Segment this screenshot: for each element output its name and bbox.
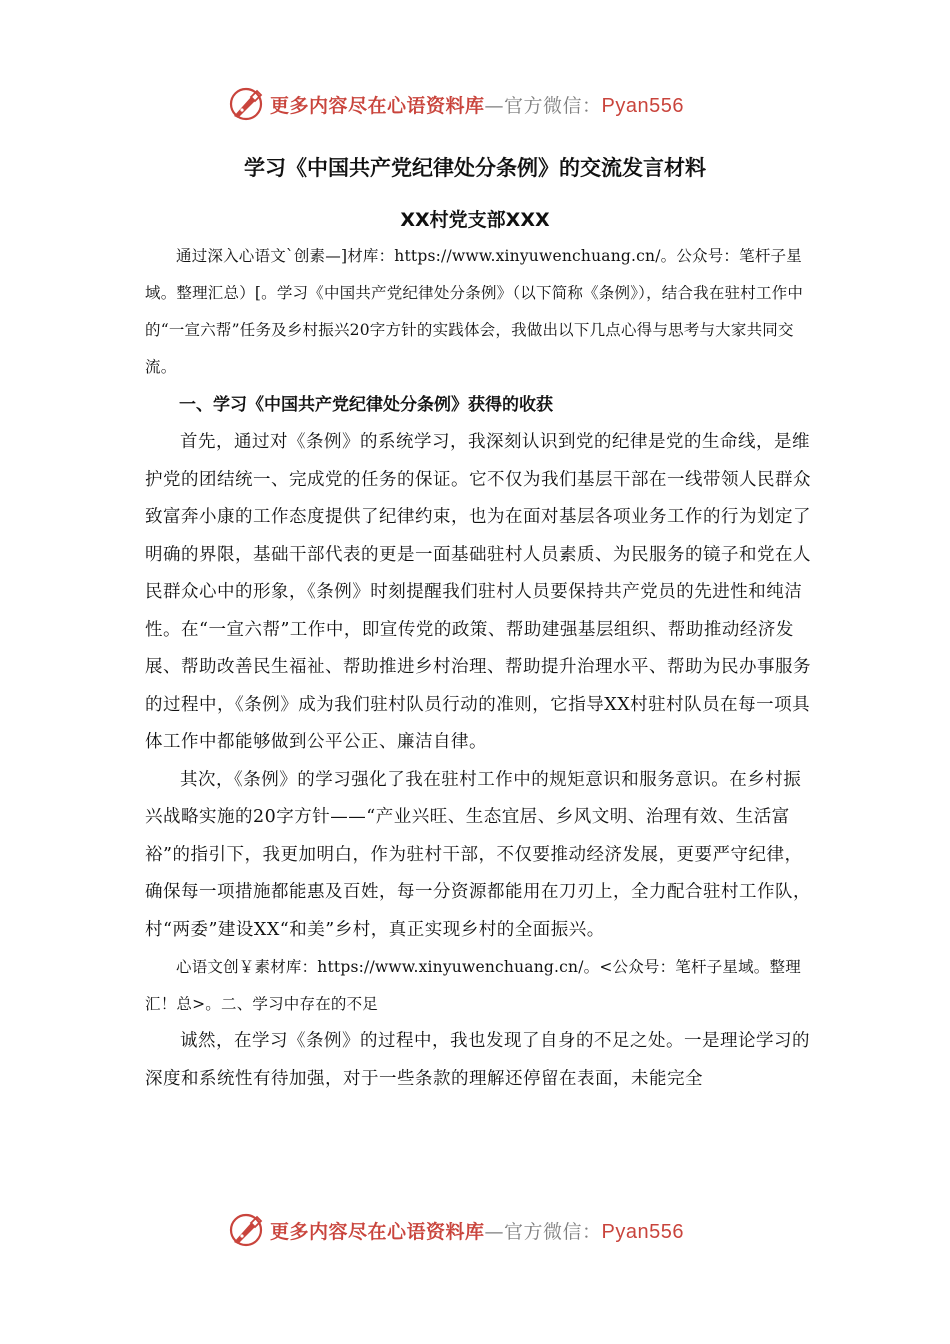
pen-nib-circle-icon — [226, 1210, 266, 1250]
watermark-banner-bottom — [226, 1210, 746, 1250]
intro-paragraph: 通过深入心语文`创素—]材库：https://www.xinyuwenchuang.cn/。公众号：笔杆子星域。整理汇总）[。学习《中国共产党纪律处分条例》（以下简称《条例》），结合我在驻村工作中的“一宣六帮”任务及乡村振兴20字方针的实践体会，我做出以下几点心得与思考与大家共同交流。 — [145, 247, 804, 376]
body-paragraph-1: 首先，通过对《条例》的系统学习，我深刻认识到党的纪律是党的生命线，是维护党的团结统一、完成党的任务的保证。它不仅为我们基层干部在一线带领人民群众致富奔小康的工作态度提供了纪律约束，也为在面对基层各项业务工作的行为划定了明确的界限，基础干部代表的更是一面基础驻村人员素质、为民服务的镜子和党在人民群众心中的形象，《条例》时刻提醒我们驻村人员要保持共产党员的先进性和纯洁性。在“一宣六帮”工作中，即宣传党的政策、帮助建强基层组织、帮助推动经济发展、帮助改善民生福祉、帮助推进乡村治理、帮助提升治理水平、帮助为民办事服务的过程中，《条例》成为我们驻村队员行动的准则，它指导XX村驻村队员在每一项具体工作中都能够做到公平公正、廉洁自律。 — [145, 432, 811, 752]
watermark-wechat-id: Pyan556 — [601, 94, 684, 117]
body-paragraph-2: 其次，《条例》的学习强化了我在驻村工作中的规矩意识和服务意识。在乡村振兴战略实施的20字方针——“产业兴旺、生态宜居、乡风文明、治理有效、生活富裕”的指引下，我更加明白，作为驻村干部，不仅要推动经济发展，更要严守纪律，确保每一项措施都能惠及百姓，每一分资源都能用在刀刃上，全力配合驻村工作队，村“两委”建设XX“和美”乡村，真正实现乡村的全面振兴。 — [145, 769, 811, 940]
pen-nib-circle-icon — [226, 84, 266, 124]
watermark-brand: 更多内容尽在心语资料库 — [270, 1220, 485, 1243]
source-note-paragraph: 心语文创￥素材库：https://www.xinyuwenchuang.cn/。<公众号：笔杆子星域。整理汇！总>。二、学习中存在的不足 — [145, 958, 801, 1013]
body-paragraph-3: 诚然，在学习《条例》的过程中，我也发现了自身的不足之处。一是理论学习的深度和系统性有待加强，对于一些条款的理解还停留在表面，未能完全 — [145, 1031, 810, 1089]
document-body — [145, 238, 811, 1099]
watermark-wechat-id: Pyan556 — [601, 1220, 684, 1243]
watermark-separator: —官方微信： — [484, 94, 602, 117]
section-heading-1: 一、学习《中国共产党纪律处分条例》获得的收获 — [179, 395, 553, 415]
document-author: XX村党支部XXX — [400, 209, 550, 231]
watermark-brand: 更多内容尽在心语资料库 — [270, 94, 485, 117]
watermark-banner-top — [226, 84, 746, 124]
watermark-separator: —官方微信： — [484, 1220, 602, 1243]
document-title: 学习《中国共产党纪律处分条例》的交流发言材料 — [244, 156, 706, 180]
